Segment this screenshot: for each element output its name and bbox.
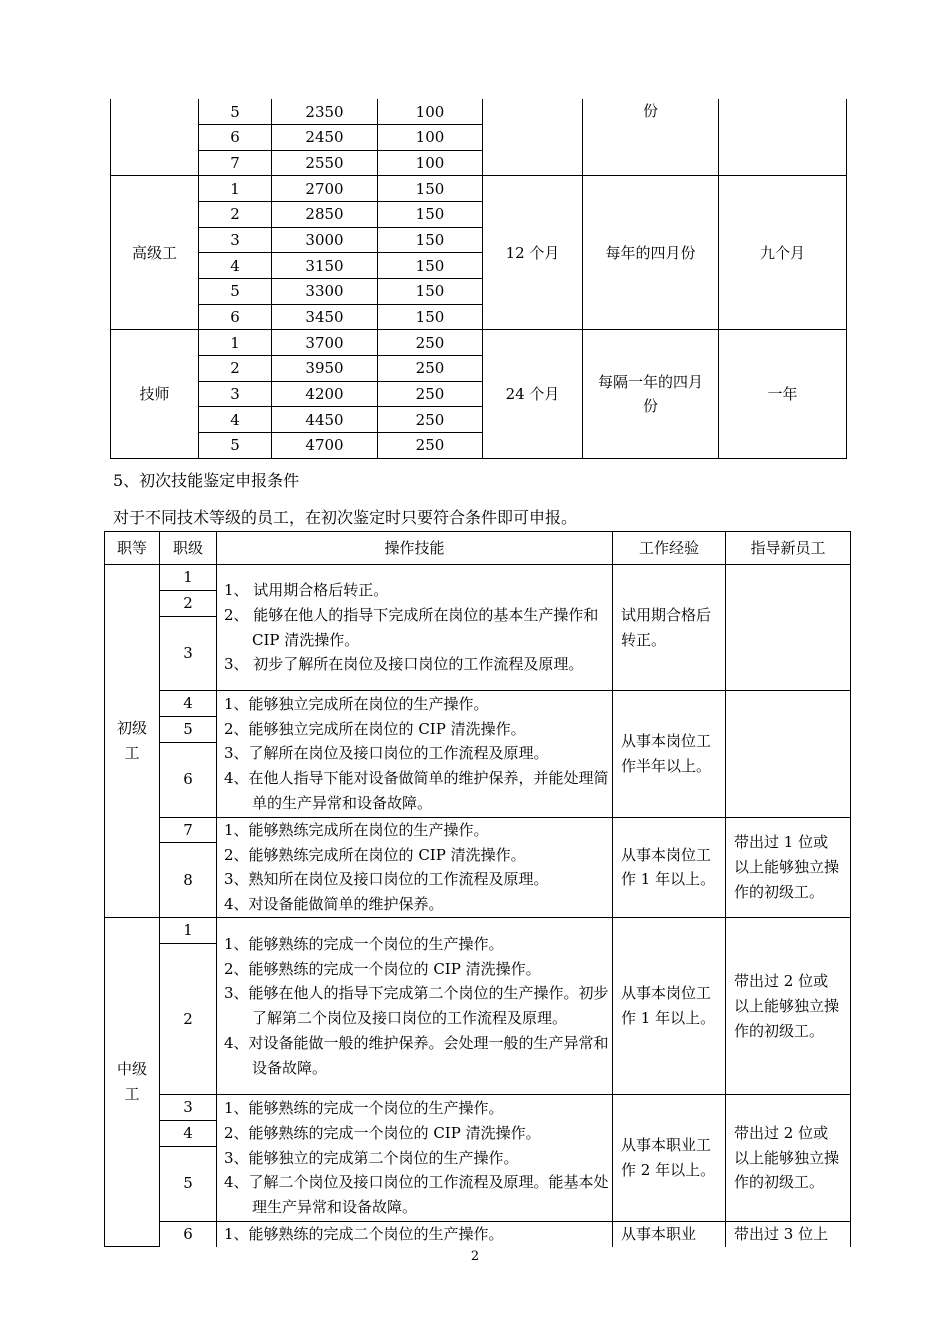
increment-cell: 150 [378,304,483,330]
experience-cell: 从事本职业工作 2 年以上。 [613,1095,726,1222]
wage-cell: 3150 [272,253,378,279]
increment-cell: 250 [378,433,483,459]
time-cell: 份 [583,99,719,176]
level-cell: 2 [199,356,272,382]
increment-cell: 250 [378,330,483,356]
guide-cell [726,691,851,818]
interval-cell [719,99,847,176]
increment-cell: 150 [378,227,483,253]
skill-cell: 1、能够熟练的完成二个岗位的生产操作。 [217,1221,613,1246]
period-cell [483,99,583,176]
level-cell: 3 [160,617,217,691]
increment-cell: 150 [378,253,483,279]
wage-cell: 4200 [272,381,378,407]
level-cell: 4 [199,407,272,433]
wage-cell: 2700 [272,176,378,202]
wage-cell: 4450 [272,407,378,433]
level-cell: 5 [199,99,272,125]
period-cell: 24 个月 [483,330,583,458]
increment-cell: 100 [378,150,483,176]
increment-cell: 250 [378,356,483,382]
guide-cell: 带出过 3 位上 [726,1221,851,1246]
wage-cell: 3300 [272,279,378,305]
skill-cell: 1、能够熟练的完成一个岗位的生产操作。 2、能够熟练的完成一个岗位的 CIP 清洗操作。 3、能够独立的完成第二个岗位的生产操作。 4、了解二个岗位及接口岗位的工作流程及原理。能基本处理生产异常和设备故障。 [217,1095,613,1222]
appraisal-conditions-table [104,531,851,1247]
experience-cell: 从事本岗位工作 1 年以上。 [613,918,726,1095]
section-heading: 5、初次技能鉴定申报条件 [113,471,300,490]
wage-cell: 3700 [272,330,378,356]
header-experience: 工作经验 [613,532,726,565]
level-cell: 5 [199,433,272,459]
wage-cell: 2350 [272,99,378,125]
guide-cell [726,565,851,691]
level-cell: 3 [199,381,272,407]
header-rank: 职等 [105,532,160,565]
header-level: 职级 [160,532,217,565]
rank-cell: 高级工 [111,176,199,330]
increment-cell: 150 [378,279,483,305]
increment-cell: 250 [378,407,483,433]
guide-cell: 带出过 1 位或以上能够独立操作的初级工。 [726,817,851,918]
level-cell: 1 [199,330,272,356]
rank-cell [111,99,199,176]
level-cell: 2 [160,591,217,617]
skill-cell: 1、 试用期合格后转正。 2、 能够在他人的指导下完成所在岗位的基本生产操作和CIP 清洗操作。 3、 初步了解所在岗位及接口岗位的工作流程及原理。 [217,565,613,691]
skill-cell: 1、能够独立完成所在岗位的生产操作。 2、能够独立完成所在岗位的 CIP 清洗操作。 3、了解所在岗位及接口岗位的工作流程及原理。 4、在他人指导下能对设备做简单的维护保养，并能处理简单的生产异常和设备故障。 [217,691,613,818]
level-cell: 7 [160,817,217,843]
interval-cell: 一年 [719,330,847,458]
wage-cell: 2450 [272,125,378,151]
experience-cell: 试用期合格后转正。 [613,565,726,691]
level-cell: 8 [160,843,217,918]
experience-cell: 从事本岗位工作 1 年以上。 [613,817,726,918]
skill-cell: 1、能够熟练的完成一个岗位的生产操作。 2、能够熟练的完成一个岗位的 CIP 清洗操作。 3、能够在他人的指导下完成第二个岗位的生产操作。初步了解第二个岗位及接口岗位的工作流程及原理。 4、对设备能做一般的维护保养。会处理一般的生产异常和设备故障。 [217,918,613,1095]
wage-cell: 3450 [272,304,378,330]
increment-cell: 150 [378,202,483,228]
increment-cell: 250 [378,381,483,407]
period-cell: 12 个月 [483,176,583,330]
header-guide: 指导新员工 [726,532,851,565]
increment-cell: 100 [378,99,483,125]
time-cell: 每隔一年的四月份 [583,330,719,458]
level-cell: 1 [199,176,272,202]
guide-cell: 带出过 2 位或以上能够独立操作的初级工。 [726,1095,851,1222]
level-cell: 4 [160,1120,217,1146]
wage-cell: 2550 [272,150,378,176]
level-cell: 4 [199,253,272,279]
experience-cell: 从事本职业 [613,1221,726,1246]
increment-cell: 150 [378,176,483,202]
level-cell: 1 [160,918,217,944]
level-cell: 5 [160,716,217,742]
level-cell: 6 [160,742,217,817]
section-intro: 对于不同技术等级的员工，在初次鉴定时只要符合条件即可申报。 [113,508,578,527]
guide-cell: 带出过 2 位或以上能够独立操作的初级工。 [726,918,851,1095]
increment-cell: 100 [378,125,483,151]
level-cell: 7 [199,150,272,176]
level-cell: 1 [160,565,217,591]
experience-cell: 从事本岗位工作半年以上。 [613,691,726,818]
wage-cell: 4700 [272,433,378,459]
level-cell: 2 [160,944,217,1095]
wage-level-table [110,99,847,459]
level-cell: 6 [199,125,272,151]
interval-cell: 九个月 [719,176,847,330]
level-cell: 6 [199,304,272,330]
level-cell: 3 [199,227,272,253]
rank-cell-mid: 中级工 [105,918,160,1247]
level-cell: 3 [160,1095,217,1121]
level-cell: 5 [160,1146,217,1221]
skill-cell: 1、能够熟练完成所在岗位的生产操作。 2、能够熟练完成所在岗位的 CIP 清洗操作。 3、熟知所在岗位及接口岗位的工作流程及原理。 4、对设备能做简单的维护保养。 [217,817,613,918]
level-cell: 6 [160,1221,217,1246]
level-cell: 5 [199,279,272,305]
wage-cell: 2850 [272,202,378,228]
level-cell: 2 [199,202,272,228]
rank-cell: 技师 [111,330,199,458]
header-skill: 操作技能 [217,532,613,565]
rank-cell-junior: 初级工 [105,565,160,918]
wage-cell: 3000 [272,227,378,253]
level-cell: 4 [160,691,217,717]
time-cell: 每年的四月份 [583,176,719,330]
page-number: 2 [470,1249,480,1264]
wage-cell: 3950 [272,356,378,382]
